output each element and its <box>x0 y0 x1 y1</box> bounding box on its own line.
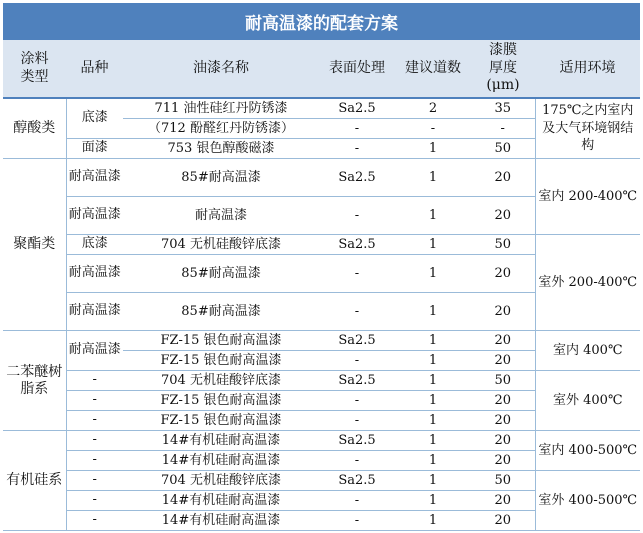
breed-cell: - <box>66 391 123 411</box>
coats-cell: 1 <box>395 391 471 411</box>
breed-cell: 耐高温漆 <box>66 331 123 371</box>
paint-name-cell: 14#有机硅耐高温漆 <box>123 431 319 451</box>
breed-cell: - <box>66 511 123 531</box>
thickness-cell: 20 <box>471 331 535 351</box>
paint-name-cell: 14#有机硅耐高温漆 <box>123 451 319 471</box>
coats-cell: 1 <box>395 411 471 431</box>
table-row <box>3 98 640 119</box>
header-surface-treatment: 表面处理 <box>319 40 395 98</box>
breed-cell: - <box>66 451 123 471</box>
table-row <box>3 371 640 391</box>
surface-cell: - <box>319 119 395 139</box>
header-breed: 品种 <box>66 40 123 98</box>
header-coating-type: 涂料 类型 <box>3 40 66 98</box>
thickness-cell: 20 <box>471 351 535 371</box>
surface-cell: Sa2.5 <box>319 98 395 119</box>
breed-cell: 耐高温漆 <box>66 159 123 197</box>
environment-cell: 室外 200-400℃ <box>535 235 640 331</box>
coats-cell: 1 <box>395 139 471 159</box>
thickness-cell: 20 <box>471 431 535 451</box>
breed-cell: - <box>66 371 123 391</box>
coats-cell: 2 <box>395 98 471 119</box>
group-type-cell: 醇酸类 <box>3 98 66 159</box>
surface-cell: - <box>319 139 395 159</box>
thickness-cell: 20 <box>471 451 535 471</box>
thickness-cell: 50 <box>471 235 535 255</box>
paint-name-cell: FZ-15 银色耐高温漆 <box>123 411 319 431</box>
group-type-cell: 有机硅系 <box>3 431 66 531</box>
group-type-cell: 二苯醚树脂系 <box>3 331 66 431</box>
thickness-cell: 50 <box>471 371 535 391</box>
surface-cell: - <box>319 255 395 293</box>
environment-cell: 室内 200-400℃ <box>535 159 640 235</box>
coats-cell: 1 <box>395 235 471 255</box>
paint-name-cell: 704 无机硅酸锌底漆 <box>123 235 319 255</box>
breed-cell: 耐高温漆 <box>66 293 123 331</box>
breed-cell: 耐高温漆 <box>66 197 123 235</box>
breed-cell: - <box>66 471 123 491</box>
table-row <box>3 235 640 255</box>
thickness-cell: 20 <box>471 411 535 431</box>
thickness-cell: - <box>471 119 535 139</box>
paint-name-cell: 704 无机硅酸锌底漆 <box>123 371 319 391</box>
thickness-cell: 20 <box>471 197 535 235</box>
surface-cell: Sa2.5 <box>319 371 395 391</box>
surface-cell: Sa2.5 <box>319 471 395 491</box>
paint-name-cell: 85#耐高温漆 <box>123 255 319 293</box>
thickness-cell: 20 <box>471 511 535 531</box>
paint-name-cell: 753 银色醇酸磁漆 <box>123 139 319 159</box>
thickness-cell: 20 <box>471 391 535 411</box>
coats-cell: 1 <box>395 293 471 331</box>
breed-cell: - <box>66 491 123 511</box>
thickness-cell: 20 <box>471 491 535 511</box>
breed-cell: 面漆 <box>66 139 123 159</box>
surface-cell: - <box>319 451 395 471</box>
surface-cell: - <box>319 511 395 531</box>
paint-name-cell: FZ-15 银色耐高温漆 <box>123 351 319 371</box>
coats-cell: 1 <box>395 255 471 293</box>
group-type-cell: 聚酯类 <box>3 159 66 331</box>
surface-cell: Sa2.5 <box>319 235 395 255</box>
table-row <box>3 331 640 351</box>
table-title: 耐高温漆的配套方案 <box>3 3 640 40</box>
coating-scheme-table <box>3 40 640 531</box>
coats-cell: 1 <box>395 197 471 235</box>
coats-cell: 1 <box>395 451 471 471</box>
breed-cell: - <box>66 431 123 451</box>
thickness-cell: 50 <box>471 139 535 159</box>
environment-cell: 室内 400-500℃ <box>535 431 640 471</box>
paint-name-cell: 14#有机硅耐高温漆 <box>123 491 319 511</box>
environment-cell: 175℃之内室内及大气环境钢结构 <box>535 98 640 159</box>
environment-cell: 室外 400-500℃ <box>535 471 640 531</box>
table-row <box>3 431 640 451</box>
paint-name-cell: 704 无机硅酸锌底漆 <box>123 471 319 491</box>
surface-cell: - <box>319 351 395 371</box>
paint-name-cell: 14#有机硅耐高温漆 <box>123 511 319 531</box>
coats-cell: 1 <box>395 331 471 351</box>
table-row <box>3 471 640 491</box>
environment-cell: 室内 400℃ <box>535 331 640 371</box>
surface-cell: - <box>319 411 395 431</box>
paint-name-cell: 85#耐高温漆 <box>123 293 319 331</box>
surface-cell: Sa2.5 <box>319 331 395 351</box>
breed-cell: 耐高温漆 <box>66 255 123 293</box>
header-row <box>3 40 640 98</box>
paint-name-cell: 711 油性硅红丹防锈漆 <box>123 98 319 119</box>
thickness-cell: 20 <box>471 293 535 331</box>
breed-cell: - <box>66 411 123 431</box>
surface-cell: - <box>319 197 395 235</box>
surface-cell: - <box>319 491 395 511</box>
thickness-cell: 20 <box>471 255 535 293</box>
coats-cell: 1 <box>395 491 471 511</box>
paint-name-cell: 85#耐高温漆 <box>123 159 319 197</box>
breed-cell: 底漆 <box>66 235 123 255</box>
header-film-thickness: 漆膜 厚度 (μm) <box>471 40 535 98</box>
paint-name-cell: FZ-15 银色耐高温漆 <box>123 331 319 351</box>
thickness-cell: 20 <box>471 159 535 197</box>
paint-name-cell: FZ-15 银色耐高温漆 <box>123 391 319 411</box>
surface-cell: - <box>319 293 395 331</box>
thickness-cell: 35 <box>471 98 535 119</box>
table-row <box>3 159 640 197</box>
surface-cell: - <box>319 391 395 411</box>
coats-cell: 1 <box>395 351 471 371</box>
breed-cell: 底漆 <box>66 98 123 139</box>
header-environment: 适用环境 <box>535 40 640 98</box>
surface-cell: Sa2.5 <box>319 159 395 197</box>
environment-cell: 室外 400℃ <box>535 371 640 431</box>
coats-cell: 1 <box>395 471 471 491</box>
thickness-cell: 50 <box>471 471 535 491</box>
coats-cell: 1 <box>395 511 471 531</box>
coats-cell: 1 <box>395 371 471 391</box>
header-paint-name: 油漆名称 <box>123 40 319 98</box>
paint-name-cell: （712 酚醛红丹防锈漆） <box>123 119 319 139</box>
paint-name-cell: 耐高温漆 <box>123 197 319 235</box>
coats-cell: 1 <box>395 431 471 451</box>
surface-cell: Sa2.5 <box>319 431 395 451</box>
coats-cell: 1 <box>395 159 471 197</box>
header-coats: 建议道数 <box>395 40 471 98</box>
coats-cell: - <box>395 119 471 139</box>
